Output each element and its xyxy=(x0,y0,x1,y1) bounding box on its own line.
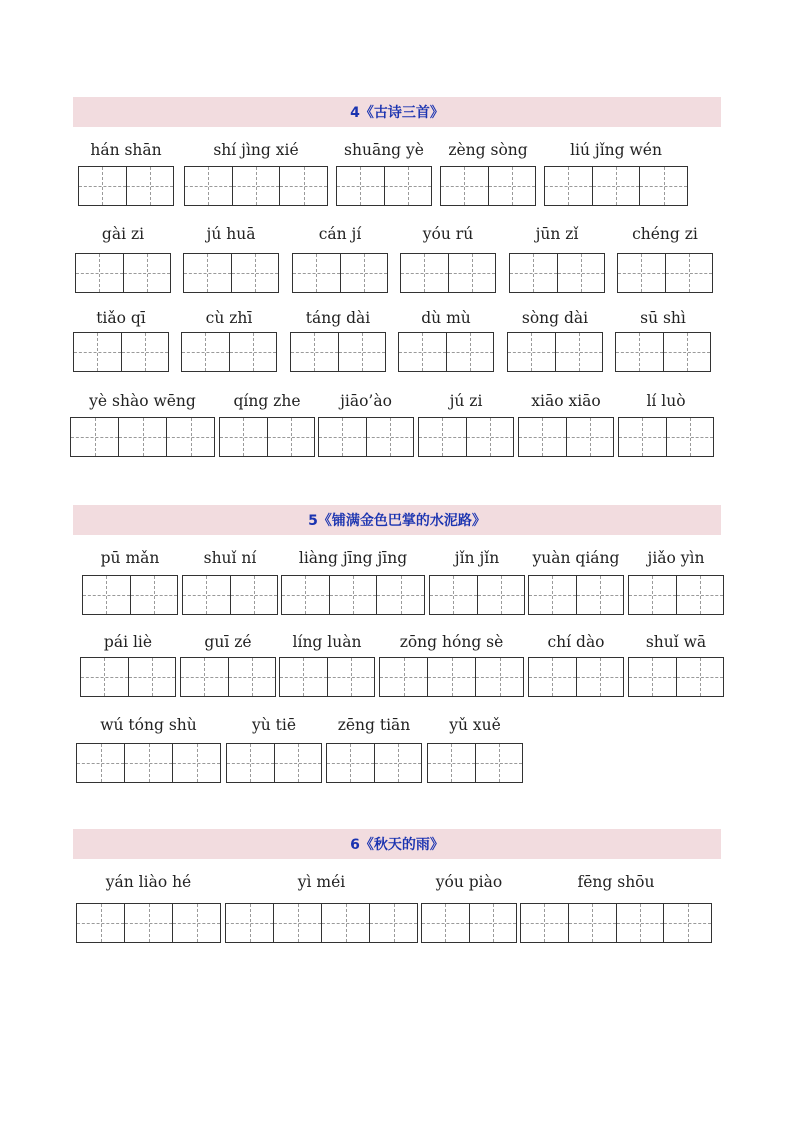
tianzige-box[interactable] xyxy=(326,743,422,783)
writing-cell[interactable] xyxy=(229,333,277,371)
section-title-text: 6《秋天的雨》 xyxy=(350,837,444,853)
pinyin-label: jiǎo yìn xyxy=(647,549,705,567)
pinyin-label: líng luàn xyxy=(292,633,362,651)
writing-cell[interactable] xyxy=(228,658,276,696)
pinyin-label: zēng tiān xyxy=(337,716,411,734)
tianzige-box[interactable] xyxy=(292,253,388,293)
pinyin-label: jiāo’ào xyxy=(340,392,392,410)
writing-cell[interactable] xyxy=(508,333,555,371)
writing-cell[interactable] xyxy=(566,418,614,456)
tianzige-box[interactable] xyxy=(281,575,425,615)
pinyin-label: sòng dài xyxy=(521,309,589,327)
tianzige-box[interactable] xyxy=(226,743,322,783)
pinyin-label: táng dài xyxy=(305,309,371,327)
writing-cell[interactable] xyxy=(466,418,514,456)
pinyin-label: lí luò xyxy=(646,392,686,410)
pinyin-label: pái liè xyxy=(103,633,153,651)
tianzige-box[interactable] xyxy=(628,657,724,697)
writing-cell[interactable] xyxy=(77,744,124,782)
pinyin-label: jǐn jǐn xyxy=(454,549,500,567)
writing-cell[interactable] xyxy=(185,167,232,205)
pinyin-label: zōng hóng sè xyxy=(399,633,504,651)
writing-cell[interactable] xyxy=(665,254,713,292)
writing-cell[interactable] xyxy=(76,254,123,292)
tianzige-box[interactable] xyxy=(279,657,375,697)
pinyin-label: guī zé xyxy=(204,633,252,651)
writing-cell[interactable] xyxy=(327,744,374,782)
pinyin-label: cán jí xyxy=(318,225,362,243)
tianzige-box[interactable] xyxy=(82,575,178,615)
writing-cell[interactable] xyxy=(519,418,566,456)
writing-cell[interactable] xyxy=(274,744,322,782)
writing-cell[interactable] xyxy=(166,418,214,456)
tianzige-box[interactable] xyxy=(183,253,279,293)
tianzige-box[interactable] xyxy=(544,166,688,206)
writing-cell[interactable] xyxy=(329,576,377,614)
writing-cell[interactable] xyxy=(427,658,475,696)
writing-cell[interactable] xyxy=(128,658,176,696)
pinyin-label: chí dào xyxy=(547,633,605,651)
writing-cell[interactable] xyxy=(124,744,172,782)
writing-cell[interactable] xyxy=(422,904,469,942)
section-title-6 xyxy=(73,829,721,859)
writing-cell[interactable] xyxy=(293,254,340,292)
tianzige-box[interactable] xyxy=(628,575,724,615)
tianzige-box[interactable] xyxy=(615,332,711,372)
writing-cell[interactable] xyxy=(475,744,523,782)
tianzige-box[interactable] xyxy=(617,253,713,293)
writing-cell[interactable] xyxy=(592,167,640,205)
writing-cell[interactable] xyxy=(616,904,664,942)
writing-cell[interactable] xyxy=(227,744,274,782)
writing-cell[interactable] xyxy=(327,658,375,696)
writing-cell[interactable] xyxy=(77,904,124,942)
writing-cell[interactable] xyxy=(663,904,711,942)
writing-cell[interactable] xyxy=(376,576,424,614)
writing-cell[interactable] xyxy=(118,418,166,456)
writing-cell[interactable] xyxy=(510,254,557,292)
writing-cell[interactable] xyxy=(126,167,174,205)
writing-cell[interactable] xyxy=(568,904,616,942)
tianzige-box[interactable] xyxy=(429,575,525,615)
writing-cell[interactable] xyxy=(182,333,229,371)
writing-cell[interactable] xyxy=(446,333,494,371)
tianzige-box[interactable] xyxy=(421,903,517,943)
writing-cell[interactable] xyxy=(529,658,576,696)
tianzige-box[interactable] xyxy=(73,332,169,372)
writing-cell[interactable] xyxy=(123,254,171,292)
writing-cell[interactable] xyxy=(83,576,130,614)
writing-cell[interactable] xyxy=(616,333,663,371)
tianzige-box[interactable] xyxy=(78,166,174,206)
pinyin-label: xiāo xiāo xyxy=(531,392,601,410)
pinyin-label: shí jìng xié xyxy=(213,141,299,159)
writing-cell[interactable] xyxy=(340,254,388,292)
pinyin-label: jūn zǐ xyxy=(535,225,579,243)
writing-cell[interactable] xyxy=(430,576,477,614)
writing-cell[interactable] xyxy=(121,333,169,371)
pinyin-label: dù mù xyxy=(421,309,471,327)
pinyin-label: yóu piào xyxy=(435,873,503,891)
tianzige-box[interactable] xyxy=(76,903,221,943)
tianzige-box[interactable] xyxy=(318,417,414,457)
writing-cell[interactable] xyxy=(79,167,126,205)
writing-cell[interactable] xyxy=(74,333,121,371)
pinyin-label: tiǎo qī xyxy=(96,309,146,327)
pinyin-label: yǔ xuě xyxy=(449,716,501,734)
writing-cell[interactable] xyxy=(521,904,568,942)
writing-cell[interactable] xyxy=(230,576,278,614)
writing-cell[interactable] xyxy=(181,658,228,696)
section-title-4 xyxy=(73,97,721,127)
writing-cell[interactable] xyxy=(220,418,267,456)
writing-cell[interactable] xyxy=(555,333,603,371)
tianzige-box[interactable] xyxy=(80,657,176,697)
writing-cell[interactable] xyxy=(428,744,475,782)
writing-cell[interactable] xyxy=(469,904,517,942)
writing-cell[interactable] xyxy=(280,658,327,696)
tianzige-box[interactable] xyxy=(618,417,714,457)
writing-cell[interactable] xyxy=(267,418,315,456)
writing-cell[interactable] xyxy=(319,418,366,456)
writing-cell[interactable] xyxy=(384,167,432,205)
pinyin-label: yù tiē xyxy=(251,716,297,734)
writing-cell[interactable] xyxy=(172,744,220,782)
writing-cell[interactable] xyxy=(399,333,446,371)
writing-cell[interactable] xyxy=(477,576,525,614)
writing-cell[interactable] xyxy=(557,254,605,292)
tianzige-box[interactable] xyxy=(336,166,432,206)
tianzige-box[interactable] xyxy=(75,253,171,293)
tianzige-box[interactable] xyxy=(507,332,603,372)
writing-cell[interactable] xyxy=(380,658,427,696)
tianzige-box[interactable] xyxy=(182,575,278,615)
pinyin-label: fēng shōu xyxy=(577,873,655,891)
writing-cell[interactable] xyxy=(369,904,417,942)
writing-cell[interactable] xyxy=(184,254,231,292)
writing-cell[interactable] xyxy=(279,167,327,205)
writing-cell[interactable] xyxy=(71,418,118,456)
section-title-text: 5《铺满金色巴掌的水泥路》 xyxy=(308,513,486,529)
pinyin-label: yuàn qiáng xyxy=(532,549,620,567)
writing-cell[interactable] xyxy=(619,418,666,456)
writing-cell[interactable] xyxy=(232,167,280,205)
writing-cell[interactable] xyxy=(529,576,576,614)
pinyin-label: yán liào hé xyxy=(105,873,192,891)
writing-cell[interactable] xyxy=(441,167,488,205)
tianzige-box[interactable] xyxy=(290,332,386,372)
tianzige-box[interactable] xyxy=(520,903,712,943)
pinyin-label: wú tóng shù xyxy=(100,716,197,734)
pinyin-label: hán shān xyxy=(90,141,162,159)
writing-cell[interactable] xyxy=(338,333,386,371)
writing-cell[interactable] xyxy=(401,254,448,292)
writing-cell[interactable] xyxy=(337,167,384,205)
writing-cell[interactable] xyxy=(488,167,536,205)
tianzige-box[interactable] xyxy=(225,903,418,943)
writing-cell[interactable] xyxy=(231,254,279,292)
writing-cell[interactable] xyxy=(226,904,273,942)
writing-cell[interactable] xyxy=(629,576,676,614)
writing-cell[interactable] xyxy=(273,904,321,942)
writing-cell[interactable] xyxy=(291,333,338,371)
pinyin-label: sū shì xyxy=(640,309,686,327)
pinyin-label: liú jǐng wén xyxy=(570,141,662,159)
pinyin-label: cù zhī xyxy=(205,309,253,327)
writing-cell[interactable] xyxy=(183,576,230,614)
tianzige-box[interactable] xyxy=(427,743,523,783)
writing-cell[interactable] xyxy=(676,658,724,696)
writing-cell[interactable] xyxy=(639,167,687,205)
pinyin-label: chéng zi xyxy=(632,225,698,243)
tianzige-box[interactable] xyxy=(528,657,624,697)
pinyin-label: jú huā xyxy=(206,225,256,243)
tianzige-box[interactable] xyxy=(180,657,276,697)
tianzige-box[interactable] xyxy=(181,332,277,372)
writing-cell[interactable] xyxy=(321,904,369,942)
pinyin-label: jú zi xyxy=(449,392,483,410)
writing-cell[interactable] xyxy=(545,167,592,205)
tianzige-box[interactable] xyxy=(509,253,605,293)
tianzige-box[interactable] xyxy=(398,332,494,372)
section-title-5 xyxy=(73,505,721,535)
writing-cell[interactable] xyxy=(130,576,178,614)
writing-cell[interactable] xyxy=(666,418,714,456)
pinyin-label: yóu rú xyxy=(422,225,474,243)
writing-cell[interactable] xyxy=(475,658,523,696)
tianzige-box[interactable] xyxy=(379,657,524,697)
writing-cell[interactable] xyxy=(576,658,624,696)
pinyin-label: pū mǎn xyxy=(100,549,160,567)
pinyin-label: shuǐ ní xyxy=(203,549,257,567)
pinyin-label: yì méi xyxy=(297,873,346,891)
tianzige-box[interactable] xyxy=(219,417,315,457)
writing-cell[interactable] xyxy=(81,658,128,696)
tianzige-box[interactable] xyxy=(418,417,514,457)
writing-cell[interactable] xyxy=(124,904,172,942)
writing-cell[interactable] xyxy=(576,576,624,614)
tianzige-box[interactable] xyxy=(518,417,614,457)
tianzige-box[interactable] xyxy=(70,417,215,457)
section-title-text: 4《古诗三首》 xyxy=(350,105,444,121)
writing-cell[interactable] xyxy=(366,418,414,456)
pinyin-label: gài zi xyxy=(101,225,145,243)
pinyin-label: shuǐ wā xyxy=(645,633,707,651)
tianzige-box[interactable] xyxy=(528,575,624,615)
pinyin-label: qíng zhe xyxy=(233,392,301,410)
tianzige-box[interactable] xyxy=(184,166,328,206)
tianzige-box[interactable] xyxy=(76,743,221,783)
pinyin-label: zèng sòng xyxy=(448,141,528,159)
writing-cell[interactable] xyxy=(282,576,329,614)
tianzige-box[interactable] xyxy=(400,253,496,293)
writing-cell[interactable] xyxy=(676,576,724,614)
writing-cell[interactable] xyxy=(419,418,466,456)
pinyin-label: liàng jīng jīng xyxy=(298,549,408,567)
writing-cell[interactable] xyxy=(618,254,665,292)
writing-cell[interactable] xyxy=(629,658,676,696)
writing-cell[interactable] xyxy=(448,254,496,292)
tianzige-box[interactable] xyxy=(440,166,536,206)
writing-cell[interactable] xyxy=(172,904,220,942)
writing-cell[interactable] xyxy=(663,333,711,371)
writing-cell[interactable] xyxy=(374,744,422,782)
pinyin-label: shuāng yè xyxy=(344,141,424,159)
pinyin-label: yè shào wēng xyxy=(89,392,196,410)
